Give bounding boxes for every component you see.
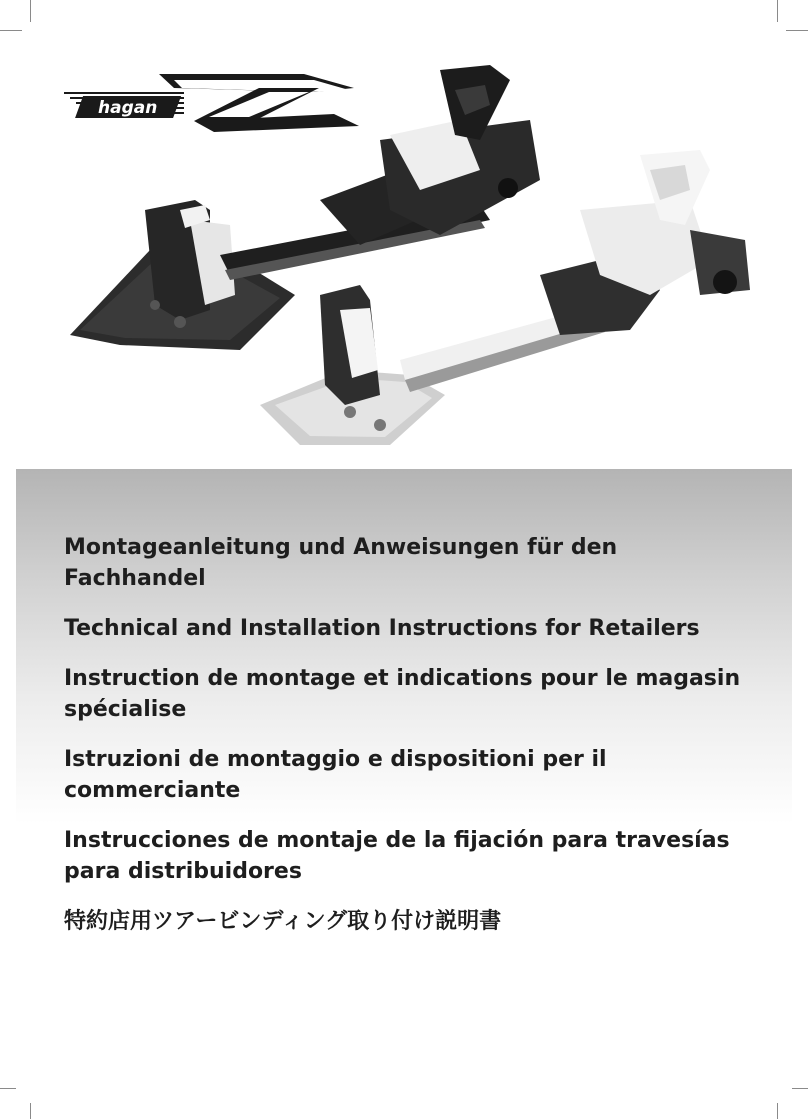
- crop-mark-top-left-h: [0, 30, 22, 31]
- title-japanese: 特約店用ツアービンディング取り付け説明書: [64, 909, 502, 934]
- title-german: Montageanleitung und Anweisungen für den Fachhandel: [64, 535, 618, 591]
- title-english: Technical and Installation Instructions for Retailers: [64, 616, 700, 641]
- logo-text: hagan: [98, 98, 158, 118]
- hagan-logo-graphic: [64, 66, 364, 136]
- title-italian: Istruzioni de montaggio e dispositioni per il commerciante: [64, 747, 607, 803]
- crop-mark-top-right-h: [786, 30, 808, 31]
- crop-mark-top-right-v: [777, 0, 778, 22]
- hagan-logo: [64, 66, 364, 136]
- crop-mark-top-left-v: [30, 0, 31, 22]
- title-list: [64, 532, 764, 956]
- title-french: Instruction de montage et indications pour le magasin spécialise: [64, 666, 741, 722]
- title-spanish: Instrucciones de montaje de la fijación para travesías para distribuidores: [64, 828, 730, 884]
